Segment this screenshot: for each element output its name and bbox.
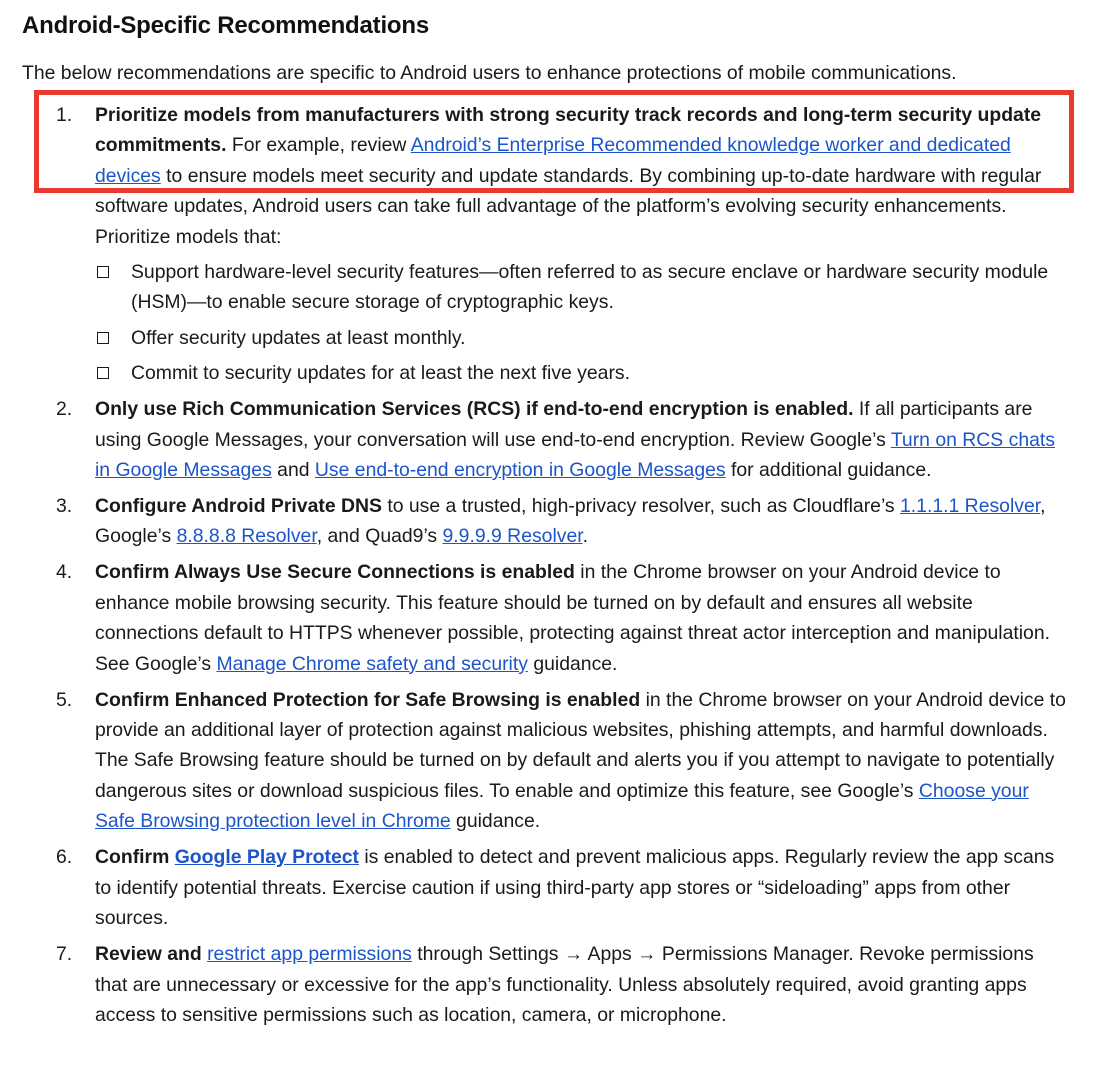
- safe-browsing-link[interactable]: Choose your Safe Browsing protection level in Chrome: [95, 779, 1029, 833]
- item-lead: Confirm Always Use Secure Connections is enabled: [95, 561, 575, 584]
- recommendation-1: [0, 100, 1070, 389]
- checkbox-icon: [97, 332, 109, 344]
- checkbox-icon: [97, 266, 109, 278]
- checklist-text: Offer security updates at least monthly.: [131, 326, 466, 349]
- turn-on-rcs-link[interactable]: Turn on RCS chats in Google Messages: [95, 428, 1055, 482]
- item-number: 1.: [56, 104, 73, 126]
- section-heading: Android-Specific Recommendations: [22, 12, 429, 39]
- recommendation-4: [0, 557, 1070, 679]
- checklist-text: Commit to security updates for at least the next five years.: [131, 362, 630, 385]
- item-text: , Google’s: [95, 495, 1046, 548]
- google-play-protect-link[interactable]: Google Play Protect: [174, 846, 359, 869]
- checklist-item: [95, 257, 1070, 318]
- recommendation-7: [0, 939, 1070, 1030]
- item-text: in the Chrome browser on your Android device to provide an additional layer of protection against malicious websites, phishing attempts, and harmful downloads. The Safe Browsing feature should be turned on by default and alerts you if you attempt to navigate to potentially dangerous sites or download suspicious files. To enable and optimize this feature, see Google’s: [95, 688, 1066, 802]
- item-text: .: [582, 525, 589, 548]
- item-lead: Confirm Enhanced Protection for Safe Browsing is enabled: [95, 688, 641, 711]
- item-text: and: [271, 459, 315, 482]
- item-lead: Review and: [95, 943, 202, 966]
- recommendation-3: [0, 491, 1070, 552]
- item-number: 2.: [56, 398, 73, 421]
- e2e-encryption-link[interactable]: Use end-to-end encryption in Google Messages: [314, 459, 726, 482]
- item-number: 3.: [56, 495, 73, 518]
- item-text: through Settings → Apps → Permissions Manager. Revoke permissions that are unnecessary or excessive for the app’s functionality. Unless absolutely required, avoid granting apps access to sensitive permissions such as location, camera, or microphone.: [95, 943, 1034, 1026]
- recommendation-5: [0, 685, 1070, 837]
- item-text: is enabled to detect and prevent malicious apps. Regularly review the app scans to identify potential threats. Exercise caution if using third-party app stores or “sideloading” apps from other sources.: [95, 846, 1055, 930]
- item-text: For example, review: [226, 134, 411, 157]
- checkbox-icon: [97, 367, 109, 379]
- item-text: to ensure models meet security and update standards. By combining up-to-date hardware with regular software updates, Android users can take full advantage of the platform’s evolving security enhancements. Prioritize models that:: [95, 164, 1042, 248]
- quad9-resolver-link[interactable]: 9.9.9.9 Resolver: [442, 525, 583, 548]
- checklist-item: [95, 358, 1070, 388]
- checklist-text: Support hardware-level security features—often referred to as secure enclave or hardware security module (HSM)—to enable secure storage of cryptographic keys.: [131, 260, 1049, 314]
- item-lead: Configure Android Private DNS: [95, 495, 382, 518]
- item-text: for additional guidance.: [725, 459, 932, 482]
- chrome-safety-link[interactable]: Manage Chrome safety and security: [216, 652, 528, 675]
- recommendation-6: [0, 842, 1070, 933]
- item-number: 7.: [56, 943, 73, 966]
- item-number: 6.: [56, 846, 73, 869]
- item-number: 5.: [56, 688, 73, 711]
- intro-paragraph: The below recommendations are specific to Android users to enhance protections of mobile communications.: [22, 62, 957, 84]
- item-lead: Prioritize models from manufacturers with strong security track records and long-term security update commitments.: [95, 104, 1042, 157]
- recommendation-2: [0, 394, 1070, 485]
- android-enterprise-devices-link[interactable]: Android’s Enterprise Recommended knowledge worker and dedicated devices: [95, 134, 1011, 187]
- google-resolver-link[interactable]: 8.8.8.8 Resolver: [176, 525, 317, 548]
- item-text: guidance.: [527, 652, 618, 675]
- item-number: 4.: [56, 561, 73, 584]
- item-lead: Confirm: [95, 846, 170, 869]
- item-text: guidance.: [450, 810, 541, 833]
- item-text: in the Chrome browser on your Android device to enhance mobile browsing security. This feature should be turned on by default and ensures all website connections default to HTTPS whenever possible, protecting against threat actor interception and manipulation. See Google’s: [95, 561, 1051, 675]
- checklist-item: [95, 323, 1070, 353]
- cloudflare-resolver-link[interactable]: 1.1.1.1 Resolver: [900, 495, 1041, 518]
- recommendation-list: [0, 100, 1096, 1030]
- restrict-app-permissions-link[interactable]: restrict app permissions: [207, 943, 412, 966]
- item-text: , and Quad9’s: [316, 525, 443, 548]
- item-lead: Only use Rich Communication Services (RCS) if end-to-end encryption is enabled.: [95, 398, 854, 421]
- item-text: to use a trusted, high-privacy resolver, such as Cloudflare’s: [381, 495, 900, 518]
- item-text: If all participants are using Google Messages, your conversation will use end-to-end encryption. Review Google’s: [95, 398, 1033, 451]
- checklist: [95, 257, 1070, 389]
